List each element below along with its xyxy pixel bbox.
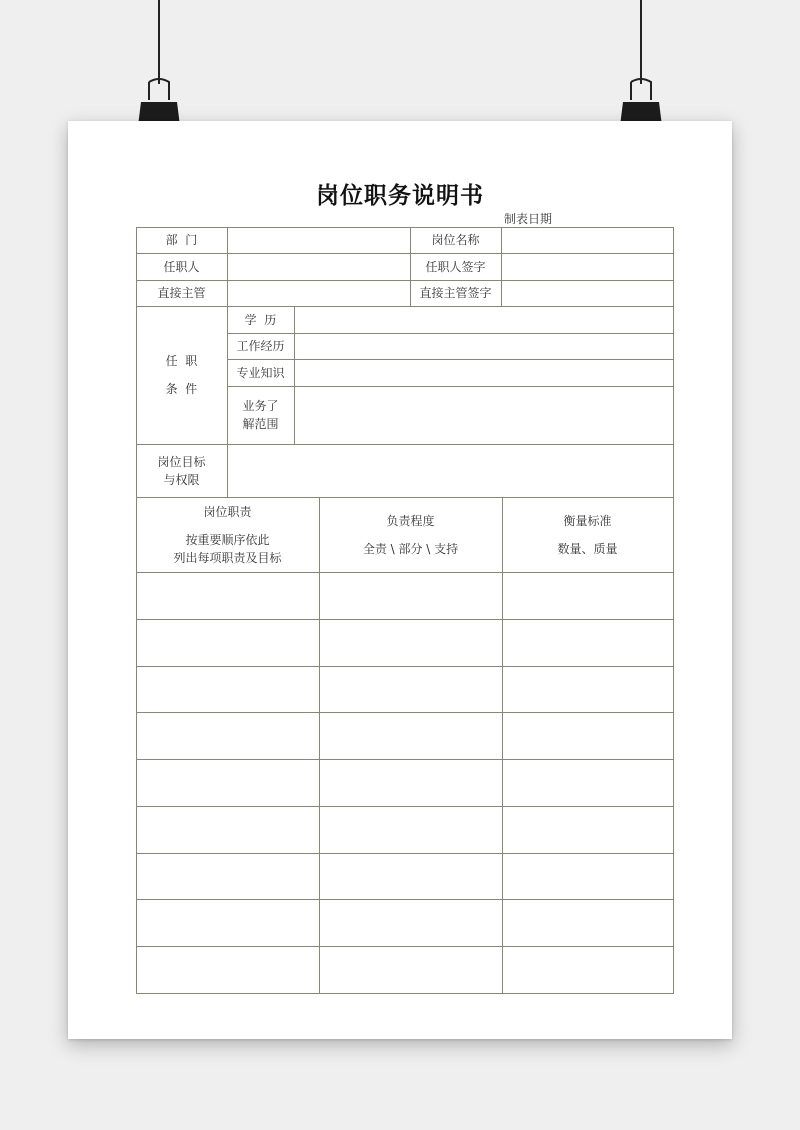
- hanging-wire-right: [640, 0, 642, 84]
- table-gridline: [319, 572, 320, 994]
- department-field[interactable]: [227, 227, 410, 253]
- table-gridline: [673, 227, 674, 307]
- duty-row-6-duty-field[interactable]: [136, 806, 319, 853]
- duty-column-header: [136, 497, 319, 572]
- duty-row-1-duty-field[interactable]: [136, 572, 319, 619]
- document-paper: [68, 121, 732, 1039]
- duty-column-header-text: [173, 503, 281, 567]
- duty-row-9-standard-field[interactable]: [502, 946, 673, 993]
- business-scope-label: [227, 386, 294, 444]
- education-label: 学 历: [244, 312, 277, 327]
- goals-label-line: 岗位目标: [157, 454, 206, 469]
- duty-row-4-duty-field[interactable]: [136, 712, 319, 759]
- table-gridline: [136, 993, 674, 994]
- goals-label: [136, 444, 227, 497]
- requirements-group-label-line: 任 职: [165, 354, 198, 368]
- duty-column-header-line: 列出每项职责及目标: [173, 550, 282, 565]
- supervisor-signature-field[interactable]: [501, 280, 673, 306]
- duty-row-2-degree-field[interactable]: [319, 619, 502, 666]
- business-scope-label-text: [242, 397, 278, 433]
- duty-row-3-duty-field[interactable]: [136, 666, 319, 712]
- responsibility-column-header-text: [363, 512, 458, 558]
- standard-column-header-text: [557, 512, 617, 558]
- duty-row-6-standard-field[interactable]: [502, 806, 673, 853]
- duty-row-3-standard-field[interactable]: [502, 666, 673, 712]
- table-gridline: [673, 306, 674, 445]
- duty-row-1-degree-field[interactable]: [319, 572, 502, 619]
- goals-field[interactable]: [227, 444, 673, 497]
- duty-column-header-line: 按重要顺序依此: [185, 532, 270, 547]
- standard-column-header: [502, 497, 673, 572]
- table-gridline: [502, 572, 503, 994]
- duty-row-4-standard-field[interactable]: [502, 712, 673, 759]
- duty-row-9-degree-field[interactable]: [319, 946, 502, 993]
- holder-signature-label: 任职人签字: [425, 259, 486, 274]
- duty-row-8-degree-field[interactable]: [319, 899, 502, 946]
- table-gridline: [673, 444, 674, 498]
- table-gridline: [673, 572, 674, 994]
- duty-row-9-duty-field[interactable]: [136, 946, 319, 993]
- business-scope-field[interactable]: [294, 386, 673, 444]
- duty-row-5-degree-field[interactable]: [319, 759, 502, 806]
- education-field[interactable]: [294, 306, 673, 333]
- duty-row-7-duty-field[interactable]: [136, 853, 319, 899]
- holder-signature-field[interactable]: [501, 253, 673, 280]
- duty-row-4-degree-field[interactable]: [319, 712, 502, 759]
- duty-row-8-duty-field[interactable]: [136, 899, 319, 946]
- standard-column-header-line: 衡量标准: [563, 513, 612, 528]
- duty-row-8-standard-field[interactable]: [502, 899, 673, 946]
- supervisor-field[interactable]: [227, 280, 410, 306]
- position-name-label: 岗位名称: [431, 233, 480, 247]
- position-name-field[interactable]: [501, 227, 673, 253]
- duty-row-7-standard-field[interactable]: [502, 853, 673, 899]
- professional-knowledge-label: 专业知识: [236, 365, 285, 380]
- responsibility-column-header: [319, 497, 502, 572]
- duty-row-7-degree-field[interactable]: [319, 853, 502, 899]
- standard-column-header-line: 数量、质量: [557, 541, 618, 556]
- table-gridline: [136, 572, 137, 994]
- date-label: 制表日期: [504, 212, 553, 226]
- duty-row-5-standard-field[interactable]: [502, 759, 673, 806]
- table-gridline: [673, 497, 674, 573]
- professional-knowledge-field[interactable]: [294, 359, 673, 386]
- supervisor-signature-label: 直接主管签字: [419, 286, 492, 300]
- goals-label-text: [157, 453, 205, 489]
- duty-column-header-line: 岗位职责: [203, 504, 252, 519]
- department-label: 部 门: [165, 233, 198, 247]
- goals-label-line: 与权限: [163, 472, 200, 487]
- responsibility-column-header-line: 全责 \ 部分 \ 支持: [362, 541, 459, 556]
- holder-label: 任职人: [163, 259, 200, 274]
- responsibility-column-header-line: 负责程度: [386, 513, 435, 528]
- hanging-wire-left: [158, 0, 160, 84]
- duty-row-6-degree-field[interactable]: [319, 806, 502, 853]
- work-experience-field[interactable]: [294, 333, 673, 359]
- requirements-group-label-line: 条 件: [165, 382, 198, 396]
- requirements-group-label-text: [166, 352, 198, 398]
- work-experience-label: 工作经历: [236, 339, 285, 353]
- requirements-group-label: [136, 306, 227, 444]
- duty-row-2-standard-field[interactable]: [502, 619, 673, 666]
- duty-row-2-duty-field[interactable]: [136, 619, 319, 666]
- document-title: 岗位职务说明书: [316, 183, 484, 209]
- supervisor-label: 直接主管: [157, 286, 206, 300]
- duty-row-1-standard-field[interactable]: [502, 572, 673, 619]
- holder-field[interactable]: [227, 253, 410, 280]
- duty-row-5-duty-field[interactable]: [136, 759, 319, 806]
- duty-row-3-degree-field[interactable]: [319, 666, 502, 712]
- business-scope-label-line: 解范围: [242, 417, 279, 431]
- business-scope-label-line: 业务了: [242, 399, 279, 413]
